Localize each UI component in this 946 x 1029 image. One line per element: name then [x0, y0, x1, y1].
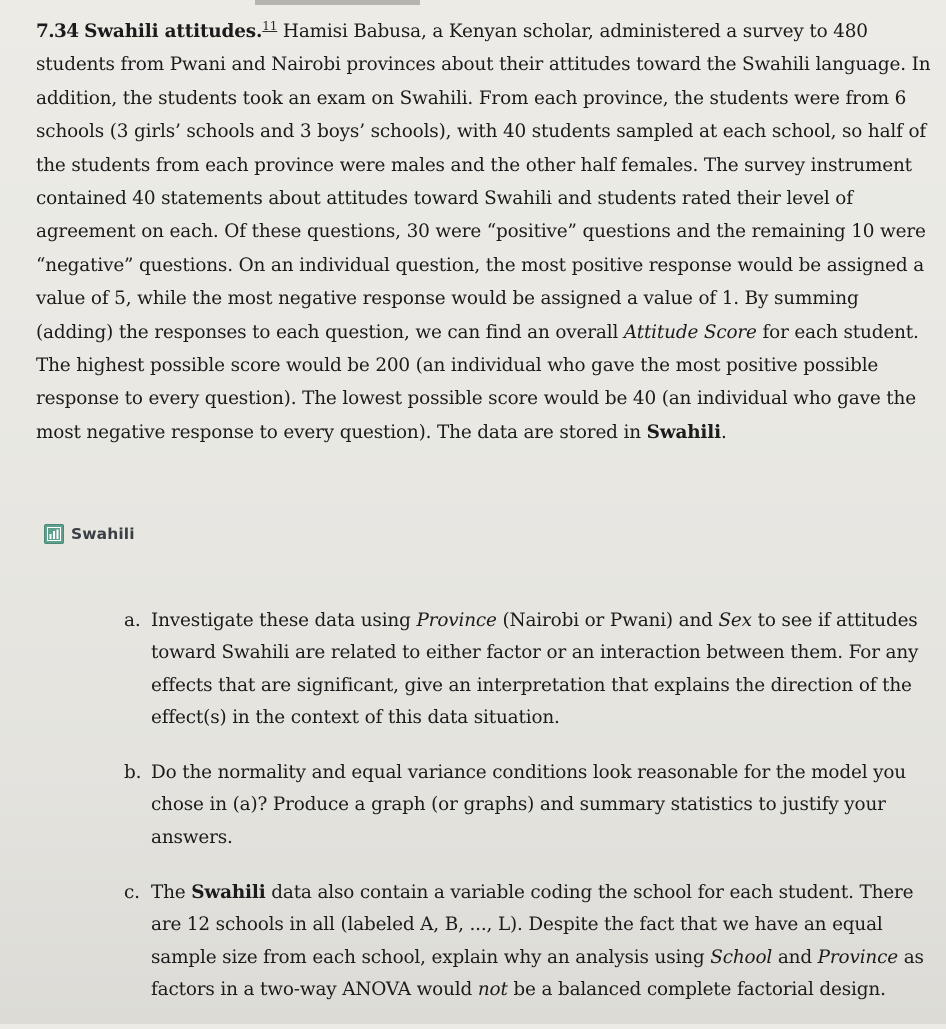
dataset-label[interactable]: Swahili [71, 525, 135, 543]
problem-number: 7.34 [36, 21, 79, 42]
dataset-link[interactable] [44, 524, 135, 544]
part-c-text-5: be a balanced complete factorial design. [507, 978, 886, 1000]
part-b-text: Do the normality and equal variance conditions look reasonable for the model you chose in (a)? Produce a graph (or graphs) and summary statistics to justify your answers. [151, 762, 906, 848]
part-c-text-4: as factors in a two-way ANOVA would [151, 946, 924, 1000]
part-a-text: Investigate these data using [151, 610, 417, 631]
not-emphasis: not [477, 978, 508, 1000]
part-letter: a. [124, 610, 141, 631]
part-a-text-3: to see if attitudes toward Swahili are related to either factor or an interaction between them. For any effects that are significant, give an interpretation that explains the direction of the effect(s) in the context of this data situation. [151, 610, 919, 728]
problem-body-cont: for each student. The highest possible score would be 200 (an individual who gave the most positive possible response to every question). The lowest possible score would be 40 (an individual who gave the most negative response to every question). The data are stored in [36, 321, 919, 443]
attitude-score-term: Attitude Score [623, 321, 757, 343]
part-letter: c. [124, 882, 140, 904]
part-c-text-2: data also contain a variable coding the school for each student. There are 12 schools in all (labeled A, B, ..., L). Despite the fact that we have an equal sample size from each school, explain why an analysis using [151, 882, 914, 968]
footnote-link[interactable]: 11 [262, 19, 278, 33]
dataset-reference: Swahili [646, 421, 721, 443]
problem-body-end: . [720, 421, 727, 443]
province-term: Province [416, 610, 497, 631]
part-c [124, 877, 934, 1006]
part-a [124, 605, 934, 734]
problem-title: Swahili attitudes. [84, 21, 263, 42]
part-b [124, 757, 934, 854]
province-term: Province [817, 946, 899, 968]
part-c-text: The [151, 882, 192, 904]
sex-term: Sex [718, 610, 752, 631]
problem-body: Hamisi Babusa, a Kenyan scholar, administered a survey to 480 students from Pwani and Nairobi provinces about their attitudes toward the Swahili language. In addition, the students took an exam on Swahili. From each province, the students were from 6 schools (3 girls’ schools and 3 boys’ schools), with 40 students sampled at each school, so half of the students from each province were males and the other half females. The survey instrument contained 40 statements about attitudes toward Swahili and students rated their level of agreement on each. Of these questions, 30 were “positive” questions and the remaining 10 were “negative” questions. On an individual question, the most positive response would be assigned a value of 5, while the most negative response would be assigned a value of 1. By summing (adding) the responses to each question, we can find an overall [36, 21, 931, 343]
part-a-text-2: (Nairobi or Pwani) and [496, 610, 719, 631]
dataset-icon [44, 524, 64, 544]
part-letter: b. [124, 762, 142, 784]
school-term: School [710, 946, 773, 968]
dataset-reference: Swahili [191, 882, 266, 904]
problem-statement [36, 15, 938, 449]
exercise-parts [124, 605, 934, 1029]
part-c-text-3: and [772, 946, 818, 968]
